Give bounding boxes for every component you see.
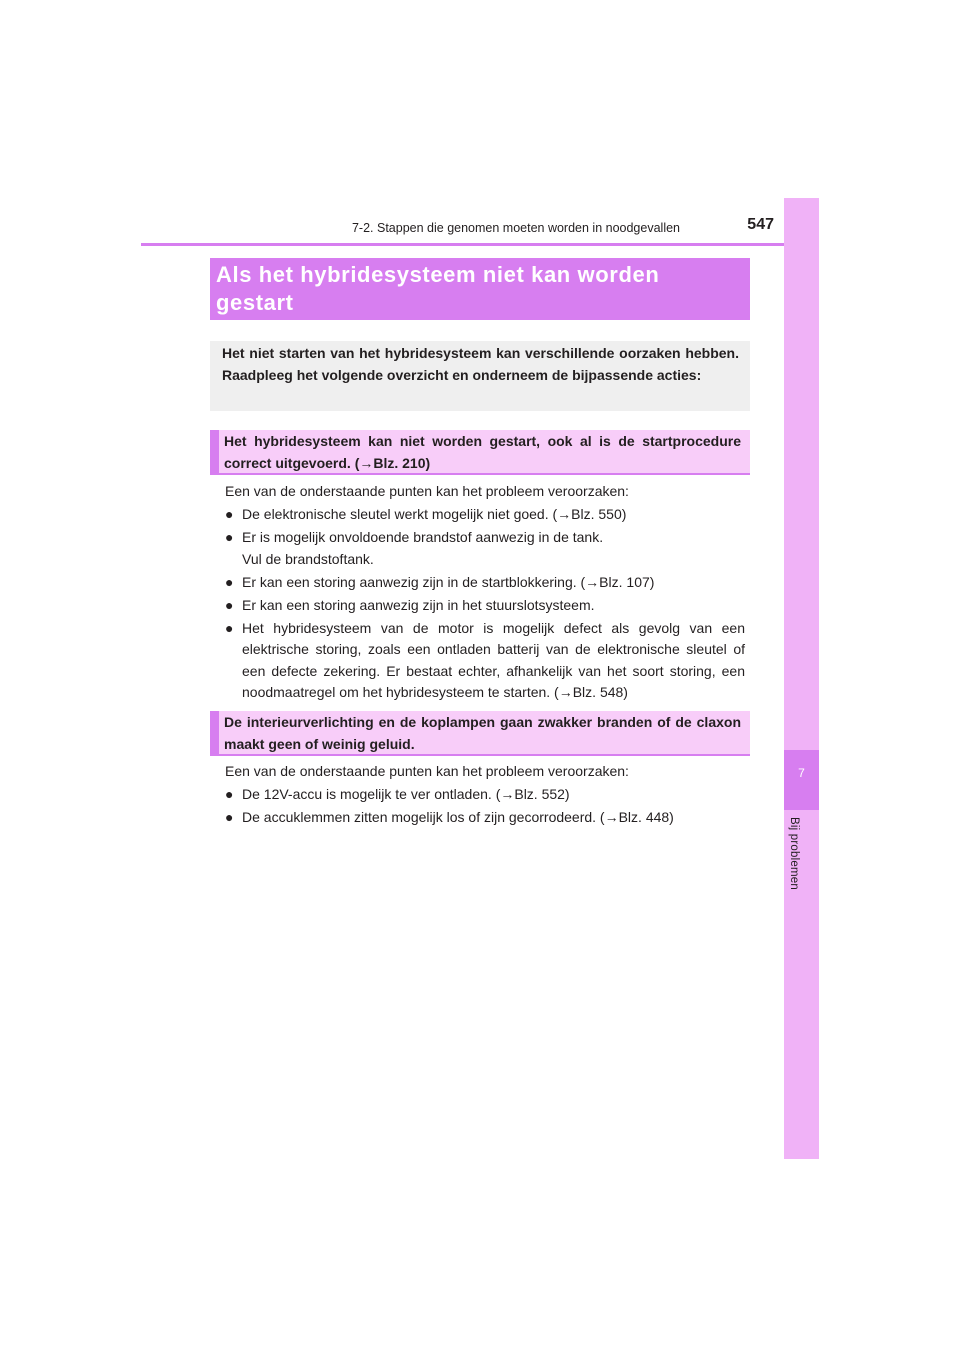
list-item-text: Er kan een storing aanwezig zijn in de startblokkering. (→Blz. 107) bbox=[242, 573, 655, 590]
bullet-icon: ● bbox=[225, 809, 234, 825]
list-item-text: De accuklemmen zitten mogelijk los of zijn gecorrodeerd. (→Blz. 448) bbox=[242, 809, 674, 825]
section-1-body bbox=[225, 481, 745, 704]
section-title bbox=[216, 261, 740, 317]
intro-text: Het niet starten van het hybridesysteem kan verschillende oorzaken hebben. Raadpleeg het volgende overzicht en onderneem de bijpassende acties: bbox=[222, 345, 739, 383]
page-number: 547 bbox=[747, 216, 774, 233]
bullet-icon: ● bbox=[225, 573, 234, 590]
subheading-box-1 bbox=[210, 430, 750, 475]
subheading-2: De interieurverlichting en de koplampen gaan zwakker branden of de claxon maakt geen of weinig geluid. bbox=[224, 714, 741, 752]
bullet-icon: ● bbox=[225, 529, 234, 545]
section-2-lead: Een van de onderstaande punten kan het probleem veroorzaken: bbox=[225, 763, 629, 779]
chapter-tab-active-marker bbox=[784, 750, 819, 810]
list-item-text: Het hybridesysteem van de motor is mogelijk defect als gevolg van een elektrische storing, zoals een ontladen batterij van de elektronische sleutel of een defecte zekering. Er bestaat echter, afhankelijk van het soort storing, een noodmaatregel om het hybridesysteem te starten. (→Blz. 548) bbox=[242, 619, 745, 700]
section-title-line-1: Als het hybridesysteem niet kan worden bbox=[216, 262, 660, 287]
list-item-text: Er kan een storing aanwezig zijn in het stuurslotsysteem. bbox=[242, 596, 595, 613]
chapter-number: 7 bbox=[798, 766, 805, 780]
list-item-text: De 12V-accu is mogelijk te ver ontladen. (→Blz. 552) bbox=[242, 786, 570, 802]
chapter-side-tab bbox=[784, 198, 819, 1159]
intro-box bbox=[210, 341, 750, 411]
section-title-box bbox=[210, 258, 750, 320]
list-item bbox=[225, 527, 745, 570]
list-item bbox=[225, 504, 745, 526]
running-header: 7-2. Stappen die genomen moeten worden in noodgevallen bbox=[351, 221, 680, 235]
list-item bbox=[225, 595, 745, 617]
chapter-label: Bij problemen bbox=[788, 817, 800, 890]
bullet-icon: ● bbox=[225, 619, 234, 636]
section-1-lead: Een van de onderstaande punten kan het probleem veroorzaken: bbox=[225, 483, 629, 499]
header-rule bbox=[141, 243, 819, 246]
list-item bbox=[225, 618, 745, 704]
list-item-continuation: Vul de brandstoftank. bbox=[242, 550, 374, 567]
section-title-line-2: gestart bbox=[216, 290, 294, 315]
list-item-text: De elektronische sleutel werkt mogelijk niet goed. (→Blz. 550) bbox=[242, 506, 627, 522]
bullet-icon: ● bbox=[225, 596, 234, 613]
list-item bbox=[225, 807, 745, 829]
subheading-1: Het hybridesysteem kan niet worden gestart, ook al is de startprocedure correct uitgevoerd. (→Blz. 210) bbox=[224, 433, 741, 471]
subheading-box-2 bbox=[210, 711, 750, 756]
section-2-body bbox=[225, 761, 745, 829]
list-item bbox=[225, 784, 745, 806]
list-item bbox=[225, 572, 745, 594]
bullet-icon: ● bbox=[225, 506, 234, 522]
bullet-icon: ● bbox=[225, 786, 234, 802]
list-item-text: Er is mogelijk onvoldoende brandstof aanwezig in de tank. bbox=[242, 529, 604, 545]
